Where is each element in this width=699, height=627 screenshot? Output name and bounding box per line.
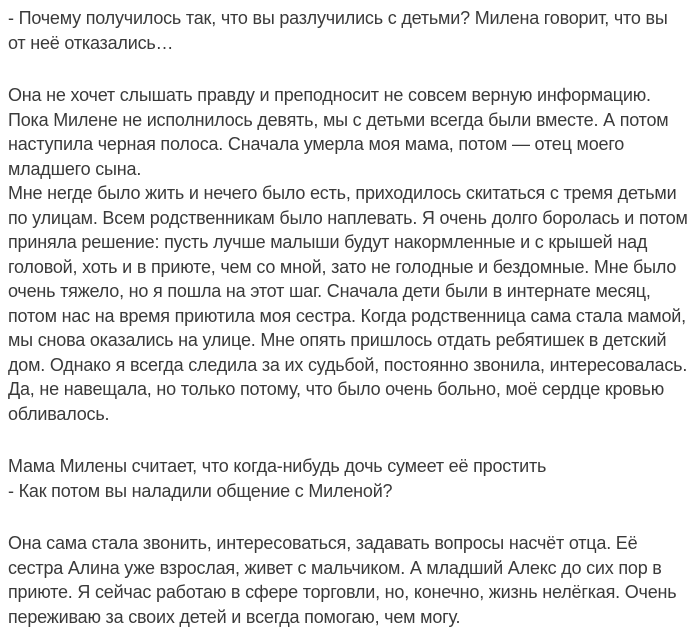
paragraph-caption-and-question bbox=[8, 454, 691, 503]
text-line: - Как потом вы наладили общение с Миленой? bbox=[8, 480, 393, 501]
text-line: Мама Милены считает, что когда-нибудь дочь сумеет её простить bbox=[8, 456, 547, 476]
paragraph-answer bbox=[8, 83, 691, 181]
text-line: приняла решение: пусть лучше малыши будут накормленные и с крышей над bbox=[8, 232, 648, 252]
paragraph-answer-continuation bbox=[8, 181, 691, 426]
text-line: переживаю за своих детей и всегда помогаю, чем могу. bbox=[8, 606, 461, 627]
paragraph-interviewer-question bbox=[8, 6, 691, 55]
text-line: потом нас на время приютила моя сестра. Когда родственница сама стала мамой, bbox=[8, 305, 686, 326]
text-line: Да, не навещала, но только потому, что было очень больно, моё сердце кровью bbox=[8, 379, 665, 399]
text-line: Она не хочет слышать правду и преподносит не совсем верную информацию. bbox=[8, 85, 651, 105]
text-line: - Почему получилось так, что вы разлучились с детьми? Милена говорит, что вы bbox=[8, 8, 668, 28]
text-line: наступила черная полоса. Сначала умерла моя мама, потом — отец моего bbox=[8, 134, 625, 154]
text-line: головой, хоть и в приюте, чем со мной, зато не голодные и бездомные. Мне было bbox=[8, 256, 677, 277]
text-line: Она сама стала звонить, интересоваться, задавать вопросы насчёт отца. Её bbox=[8, 533, 638, 553]
text-line: от неё отказались… bbox=[8, 32, 174, 53]
text-line: по улицам. Всем родственникам было наплевать. Я очень долго боролась и потом bbox=[8, 207, 688, 228]
paragraph-answer bbox=[8, 531, 691, 627]
text-line: приюте. Я сейчас работаю в сфере торговли, но, конечно, жизнь нелёгкая. Очень bbox=[8, 582, 677, 602]
text-line: Пока Милене не исполнилось девять, мы с детьми всегда были вместе. А потом bbox=[8, 109, 669, 130]
text-line: очень тяжело, но я пошла на этот шаг. Сначала дети были в интернате месяц, bbox=[8, 281, 651, 301]
text-line: сестра Алина уже взрослая, живет с мальчиком. А младший Алекс до сих пор в bbox=[8, 557, 662, 578]
text-line: обливалось. bbox=[8, 403, 110, 424]
text-line: младшего сына. bbox=[8, 158, 142, 179]
text-line: мы снова оказались на улице. Мне опять пришлось отдать ребятишек в детский bbox=[8, 330, 667, 350]
text-line: дом. Однако я всегда следила за их судьбой, постоянно звонила, интересовалась. bbox=[8, 354, 688, 375]
text-line: Мне негде было жить и нечего было есть, приходилось скитаться с тремя детьми bbox=[8, 183, 677, 203]
